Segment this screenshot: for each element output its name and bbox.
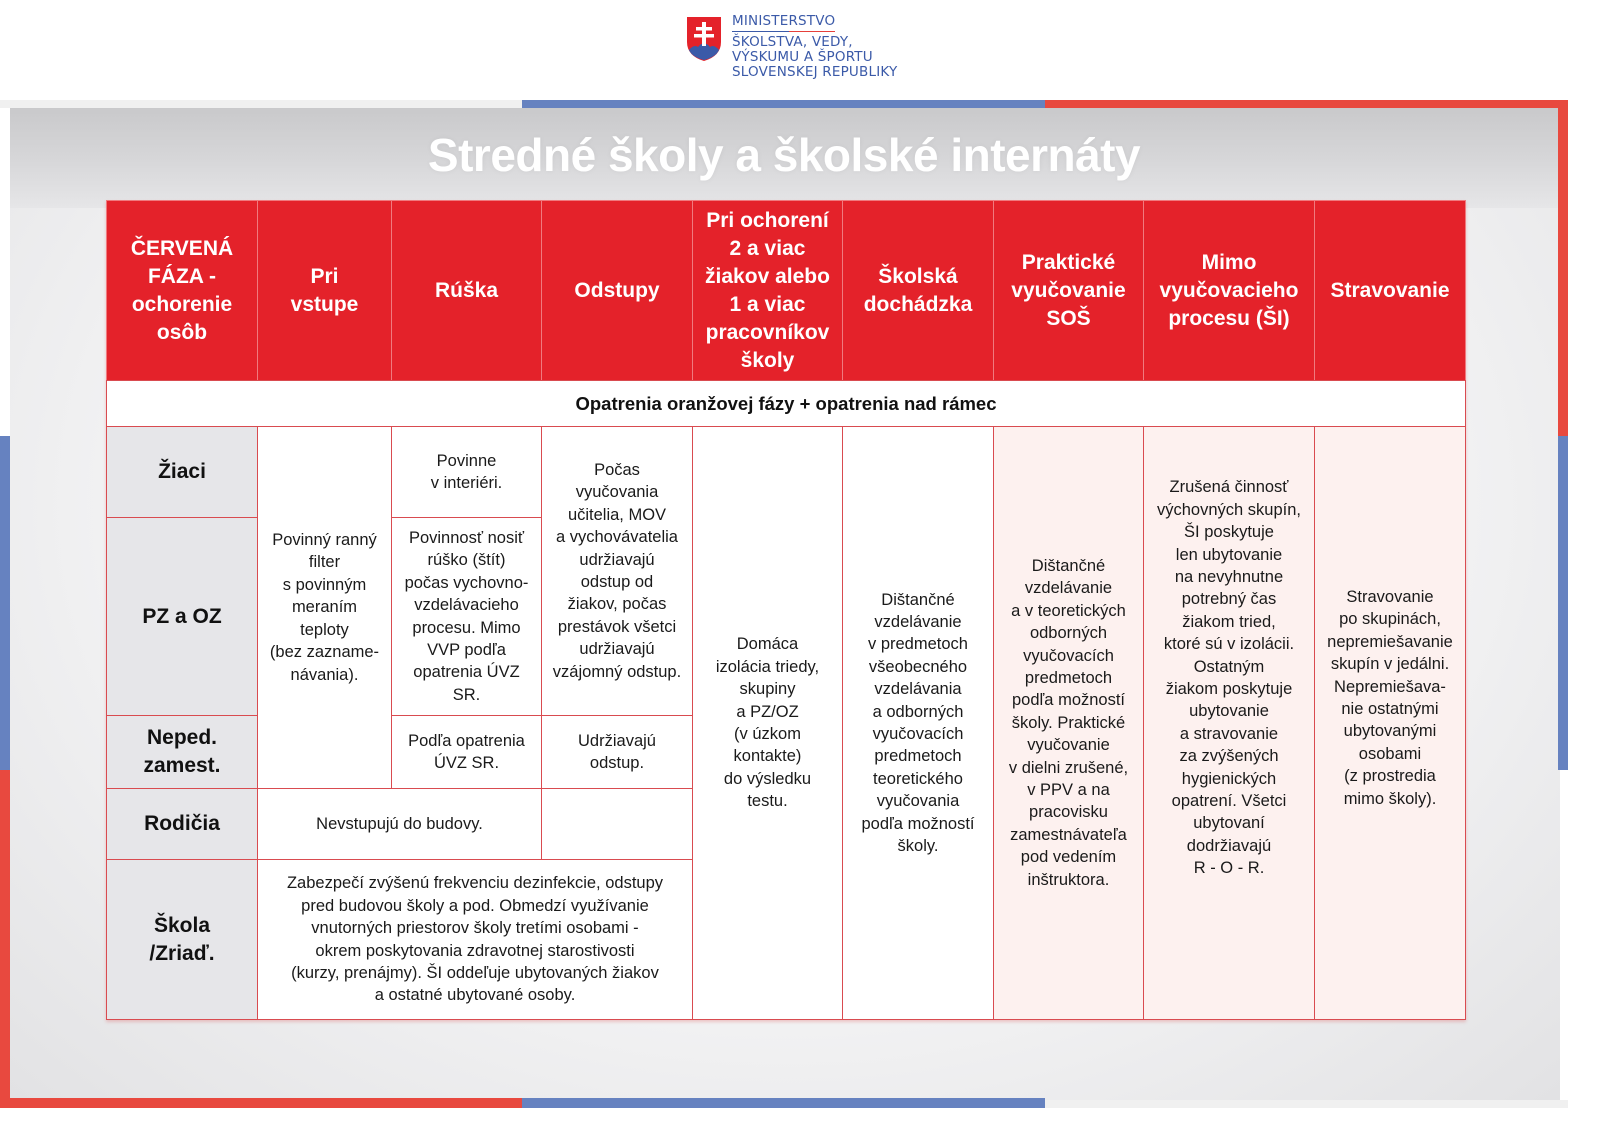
frame-bar-top-left <box>0 100 522 108</box>
header-skolska-dochadzka: Školská dochádzka <box>842 200 994 381</box>
measures-table <box>106 200 1466 1020</box>
frame-bar-right-blue <box>1558 436 1568 770</box>
header-prakticke-vyucovanie: Praktické vyučovanie SOŠ <box>993 200 1144 381</box>
header-stravovanie: Stravovanie <box>1314 200 1466 381</box>
logo-line: SLOVENSKEJ REPUBLIKY <box>732 64 898 80</box>
cell-ruska-pz-oz: Povinnosť nosiť rúško (štít) počas vychovno- vzdelávacieho procesu. Mimo VVP podľa opatrenia ÚVZ SR. <box>391 517 542 716</box>
header-pri-vstupe: Pri vstupe <box>257 200 392 381</box>
cell-rodicia: Nevstupujú do budovy. <box>257 788 542 860</box>
header-phase: ČERVENÁ FÁZA - ochorenie osôb <box>106 200 258 381</box>
row-label-skola: Škola /Zriaď. <box>106 859 258 1020</box>
row-label-neped-zamest: Neped. zamest. <box>106 715 258 789</box>
logo-line: VÝSKUMU A ŠPORTU <box>732 49 873 65</box>
cell-rodicia-odstupy <box>541 788 693 860</box>
cell-ruska-ziaci: Povinne v interiéri. <box>391 426 542 518</box>
header-mimo-vyucovacieho: Mimo vyučovacieho procesu (ŠI) <box>1143 200 1315 381</box>
logo-title: MINISTERSTVO <box>732 14 835 32</box>
logo-line: ŠKOLSTVA, VEDY, <box>732 34 853 50</box>
header-ruska: Rúška <box>391 200 542 381</box>
frame-bar-left-blue <box>0 436 10 770</box>
cell-ruska-neped: Podľa opatrenia ÚVZ SR. <box>391 715 542 789</box>
subheader-orange-phase: Opatrenia oranžovej fázy + opatrenia nad rámec <box>106 380 1466 427</box>
cell-pri-vstupe: Povinný ranný filter s povinným meraním teploty (bez zazname- návania). <box>257 426 392 789</box>
frame-bar-left-red <box>0 770 10 1108</box>
row-label-pz-oz: PZ a OZ <box>106 517 258 716</box>
page-title: Stredné školy a školské internáty <box>427 129 1141 181</box>
cell-odstupy-neped: Udržiavajú odstup. <box>541 715 693 789</box>
cell-odstupy-ziaci-pz: Počas vyučovania učitelia, MOV a vychovávatelia udržiavajú odstup od žiakov, počas prestávok všetci udržiavajú vzájomný odstup. <box>541 426 693 716</box>
frame-bar-bottom-right <box>1045 1100 1568 1108</box>
cell-stravovanie: Stravovanie po skupinách, nepremiešavanie skupín v jedálni. Nepremiešava- nie ostatnými ubytovanými osobami (z prostredia mimo školy). <box>1314 426 1466 1020</box>
slovak-coat-of-arms-icon <box>686 16 722 62</box>
header-pri-ochoreni: Pri ochorení 2 a viac žiakov alebo 1 a viac pracovníkov školy <box>692 200 843 381</box>
cell-prakticke-vyucovanie: Dištančné vzdelávanie a v teoretických odborných vyučovacích predmetoch podľa možností školy. Praktické vyučovanie v dielni zrušené, v PPV a na pracovisku zamestnávateľa pod vedením inštruktora. <box>993 426 1144 1020</box>
header-odstupy: Odstupy <box>541 200 693 381</box>
frame-bar-bottom-red <box>0 1098 522 1108</box>
cell-mimo-vyucovacieho: Zrušená činnosť výchovných skupín, ŠI poskytuje len ubytovanie na nevyhnutne potrebný čas žiakom tried, ktoré sú v izolácii. Ostatným žiakom poskytuje ubytovanie a stravovanie za zvýšených hygienických opatrení. Všetci ubytovaní dodržiavajú R - O - R. <box>1143 426 1315 1020</box>
row-label-rodicia: Rodičia <box>106 788 258 860</box>
cell-skolska-dochadzka: Dištančné vzdelávanie v predmetoch všeobecného vzdelávania a odborných vyučovacích predmetoch teoretického vyučovania podľa možností školy. <box>842 426 994 1020</box>
cell-pri-ochoreni: Domáca izolácia triedy, skupiny a PZ/OZ (v úzkom kontakte) do výsledku testu. <box>692 426 843 1020</box>
ministry-logo <box>686 14 897 80</box>
cell-skola: Zabezpečí zvýšenú frekvenciu dezinfekcie, odstupy pred budovou školy a pod. Obmedzí využívanie vnutorných priestorov školy tretími osobami - okrem poskytovania zdravotnej starostivosti (kurzy, prenájmy). ŠI oddeľuje ubytovaných žiakov a ostatné ubytované osoby. <box>257 859 693 1020</box>
row-label-ziaci: Žiaci <box>106 426 258 518</box>
frame-bar-bottom-blue <box>522 1098 1045 1108</box>
